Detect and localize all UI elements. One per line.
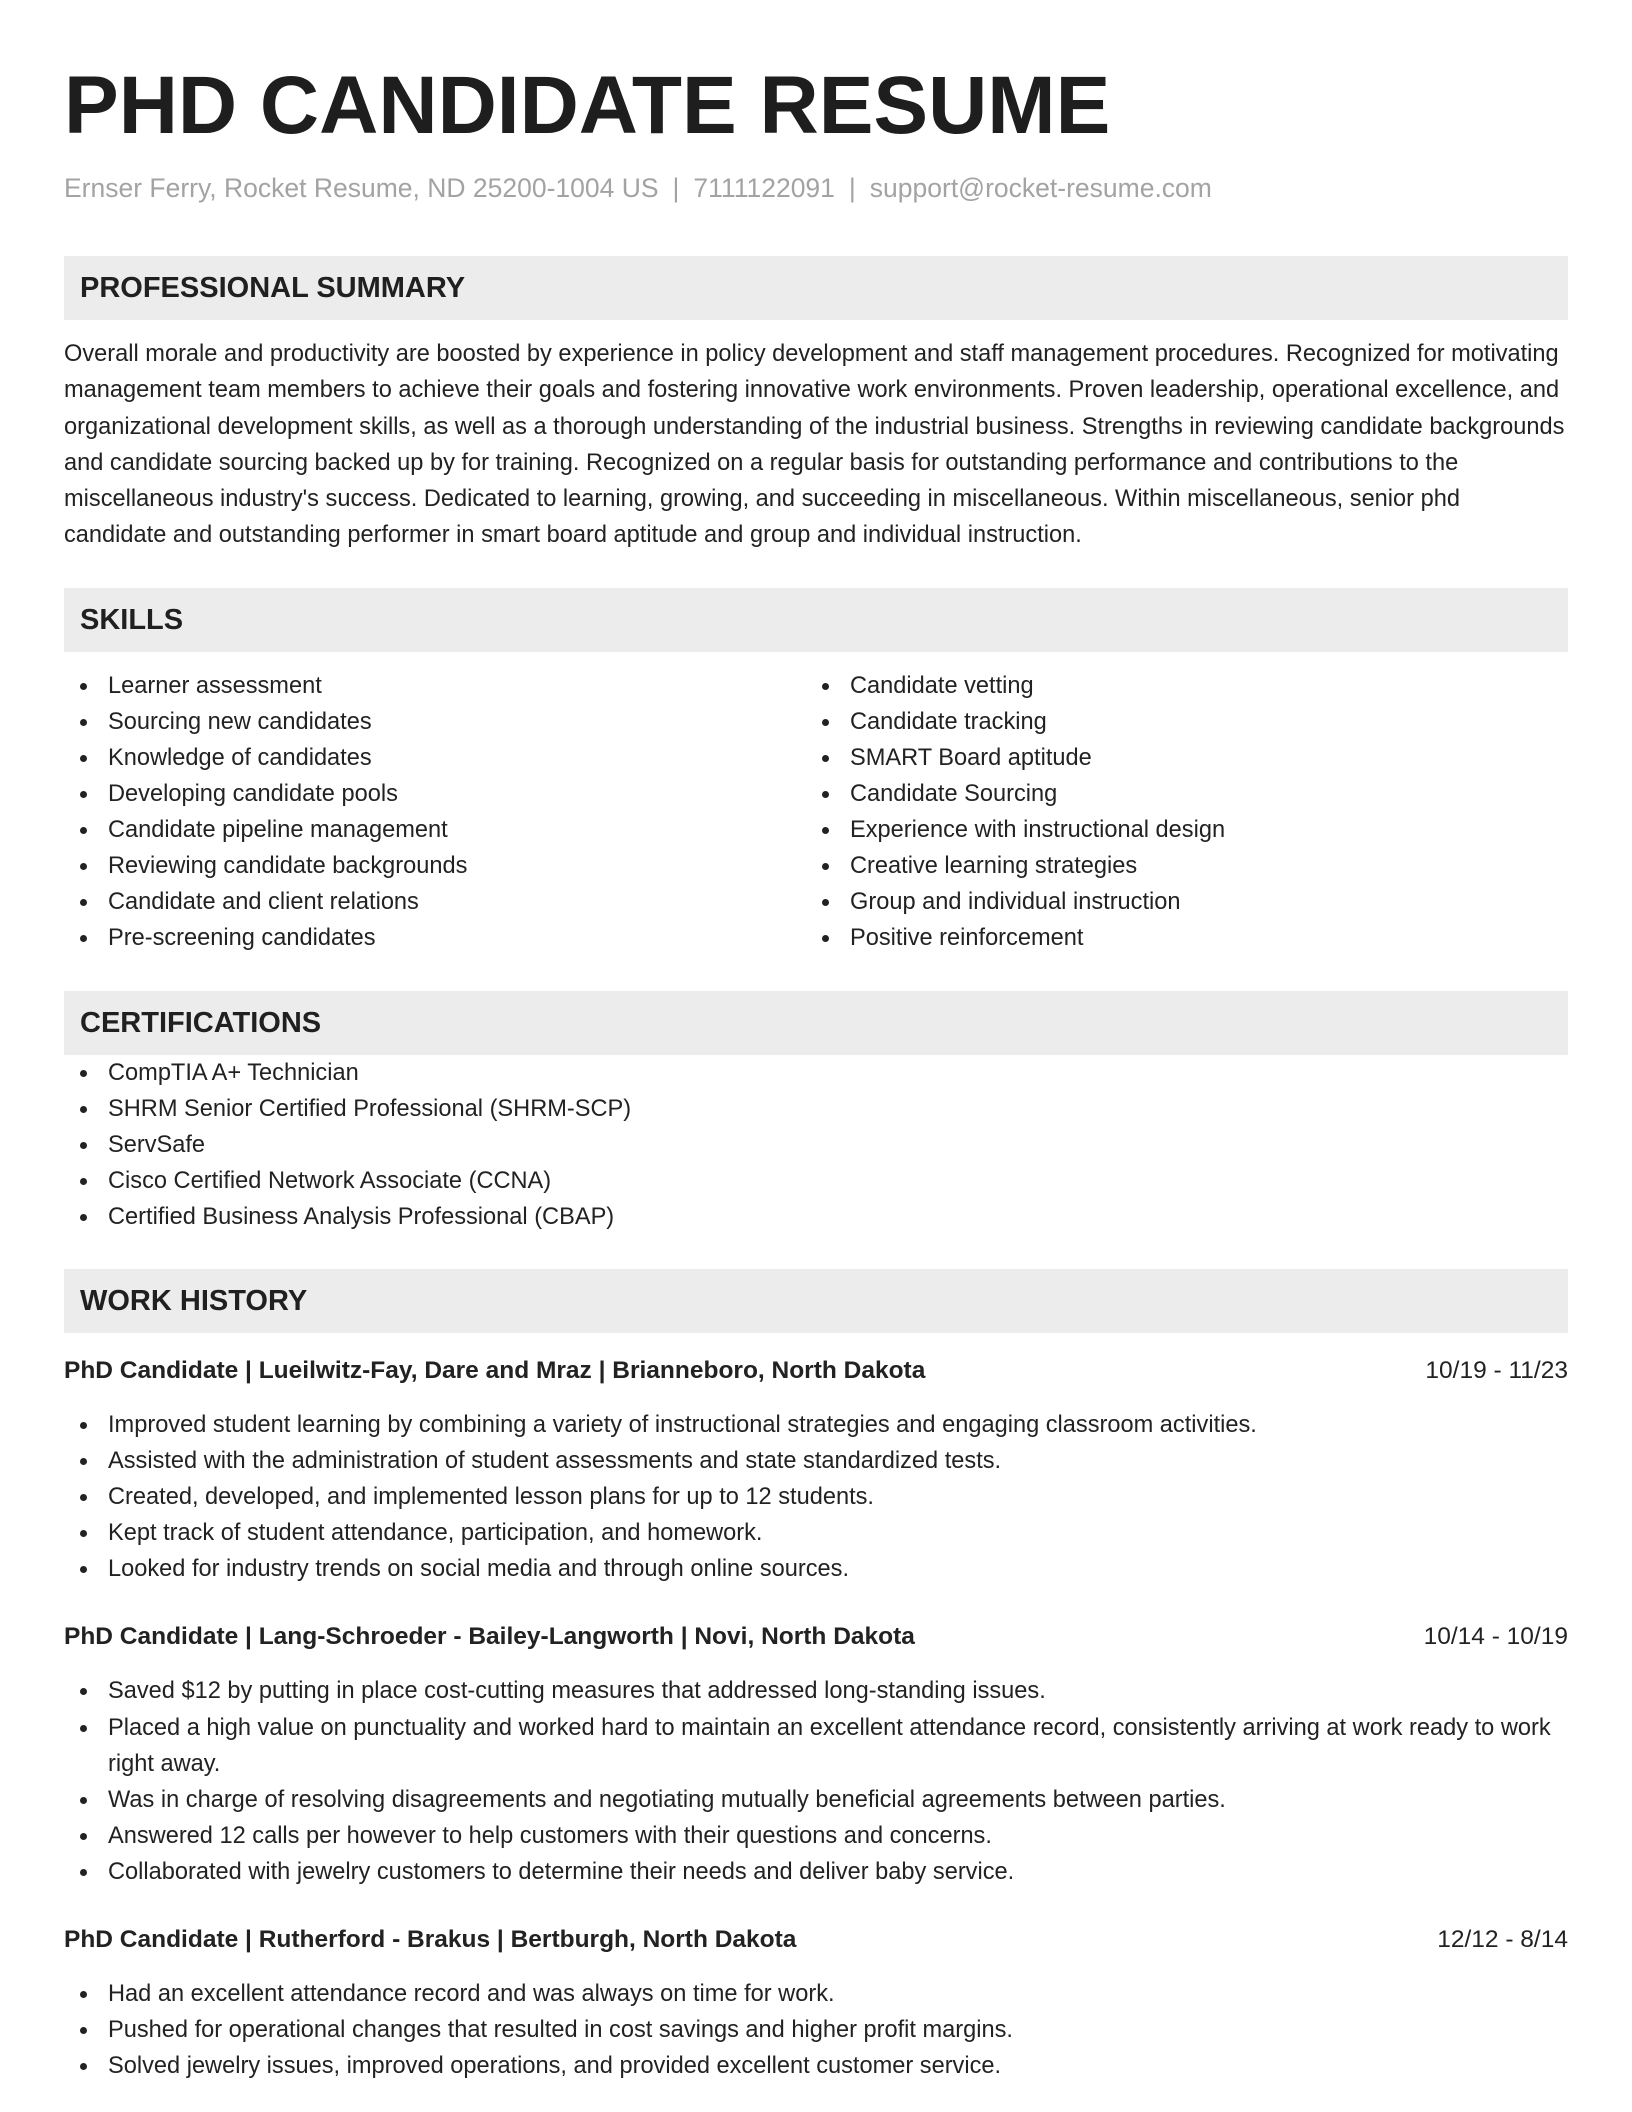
skill-item: Candidate tracking bbox=[806, 704, 1548, 740]
section-header-certifications: CERTIFICATIONS bbox=[64, 991, 1568, 1055]
job-entry bbox=[64, 1353, 1568, 1587]
job-dates: 10/14 - 10/19 bbox=[1423, 1623, 1568, 1651]
job-bullets bbox=[64, 1976, 1568, 2084]
skills-columns bbox=[64, 668, 1568, 957]
skill-item: Developing candidate pools bbox=[64, 776, 806, 812]
job-bullet: Was in charge of resolving disagreements and negotiating mutually beneficial agreements between parties. bbox=[64, 1782, 1568, 1818]
job-header bbox=[64, 1922, 1568, 1958]
job-bullet: Had an excellent attendance record and was always on time for work. bbox=[64, 1976, 1568, 2012]
job-entry bbox=[64, 1619, 1568, 1890]
skill-item: Pre-screening candidates bbox=[64, 920, 806, 956]
skill-item: Candidate pipeline management bbox=[64, 812, 806, 848]
skill-item: Group and individual instruction bbox=[806, 884, 1548, 920]
job-bullet: Looked for industry trends on social media and through online sources. bbox=[64, 1551, 1568, 1587]
job-bullet: Created, developed, and implemented lesson plans for up to 12 students. bbox=[64, 1479, 1568, 1515]
skill-item: Knowledge of candidates bbox=[64, 740, 806, 776]
job-bullet: Improved student learning by combining a variety of instructional strategies and engaging classroom activities. bbox=[64, 1407, 1568, 1443]
contact-phone: 7111122091 bbox=[693, 173, 835, 203]
job-bullet: Collaborated with jewelry customers to determine their needs and deliver baby service. bbox=[64, 1854, 1568, 1890]
summary-text: Overall morale and productivity are boosted by experience in policy development and staff management procedures. Recognized for motivating management team members to achieve their goals and fostering innovative work environments. Proven leadership, operational excellence, and organizational development skills, as well as a thorough understanding of the industrial business. Strengths in reviewing candidate backgrounds and candidate sourcing backed up by for training. Recognized on a regular basis for outstanding performance and contributions to the miscellaneous industry's success. Dedicated to learning, growing, and succeeding in miscellaneous. Within miscellaneous, senior phd candidate and outstanding performer in smart board aptitude and group and individual instruction. bbox=[64, 341, 1565, 549]
contact-separator: | bbox=[848, 173, 856, 203]
job-bullets bbox=[64, 1673, 1568, 1890]
resume-page bbox=[64, 60, 1568, 2084]
contact-address: Ernser Ferry, Rocket Resume, ND 25200-1004 US bbox=[64, 173, 659, 203]
skill-item: Learner assessment bbox=[64, 668, 806, 704]
certification-item: CompTIA A+ Technician bbox=[64, 1055, 1568, 1091]
skill-item: Reviewing candidate backgrounds bbox=[64, 848, 806, 884]
section-header-summary: PROFESSIONAL SUMMARY bbox=[64, 256, 1568, 320]
skill-item: Positive reinforcement bbox=[806, 920, 1548, 956]
section-header-skills: SKILLS bbox=[64, 588, 1568, 652]
certification-item: Cisco Certified Network Associate (CCNA) bbox=[64, 1163, 1568, 1199]
contact-email: support@rocket-resume.com bbox=[869, 173, 1212, 203]
certifications-list bbox=[64, 1055, 1568, 1235]
job-entry bbox=[64, 1922, 1568, 2084]
certification-item: ServSafe bbox=[64, 1127, 1568, 1163]
job-bullet: Assisted with the administration of student assessments and state standardized tests. bbox=[64, 1443, 1568, 1479]
skill-item: Candidate and client relations bbox=[64, 884, 806, 920]
skill-item: Candidate Sourcing bbox=[806, 776, 1548, 812]
job-header bbox=[64, 1619, 1568, 1655]
job-title: PhD Candidate | Rutherford - Brakus | Bertburgh, North Dakota bbox=[64, 1926, 797, 1954]
job-bullet: Kept track of student attendance, participation, and homework. bbox=[64, 1515, 1568, 1551]
job-bullet: Placed a high value on punctuality and worked hard to maintain an excellent attendance record, consistently arriving at work ready to work right away. bbox=[64, 1710, 1568, 1782]
job-bullets bbox=[64, 1407, 1568, 1587]
skill-item: SMART Board aptitude bbox=[806, 740, 1548, 776]
contact-line bbox=[64, 170, 1568, 206]
skill-item: Candidate vetting bbox=[806, 668, 1548, 704]
certification-item: SHRM Senior Certified Professional (SHRM-SCP) bbox=[64, 1091, 1568, 1127]
skills-list-right bbox=[806, 668, 1548, 957]
job-bullet: Answered 12 calls per however to help customers with their questions and concerns. bbox=[64, 1818, 1568, 1854]
section-header-work-history: WORK HISTORY bbox=[64, 1269, 1568, 1333]
skills-list-left bbox=[64, 668, 806, 957]
job-bullet: Saved $12 by putting in place cost-cutting measures that addressed long-standing issues. bbox=[64, 1673, 1568, 1709]
skill-item: Creative learning strategies bbox=[806, 848, 1548, 884]
job-header bbox=[64, 1353, 1568, 1389]
job-bullet: Pushed for operational changes that resulted in cost savings and higher profit margins. bbox=[64, 2012, 1568, 2048]
certification-item: Certified Business Analysis Professional (CBAP) bbox=[64, 1199, 1568, 1235]
job-dates: 10/19 - 11/23 bbox=[1425, 1357, 1568, 1384]
job-title: PhD Candidate | Lueilwitz-Fay, Dare and Mraz | Brianneboro, North Dakota bbox=[64, 1357, 926, 1384]
resume-title: PHD CANDIDATE RESUME bbox=[64, 60, 1111, 151]
job-bullet: Solved jewelry issues, improved operations, and provided excellent customer service. bbox=[64, 2048, 1568, 2084]
skill-item: Sourcing new candidates bbox=[64, 704, 806, 740]
job-title: PhD Candidate | Lang-Schroeder - Bailey-Langworth | Novi, North Dakota bbox=[64, 1623, 915, 1651]
skill-item: Experience with instructional design bbox=[806, 812, 1548, 848]
contact-separator: | bbox=[672, 173, 680, 203]
job-dates: 12/12 - 8/14 bbox=[1437, 1926, 1568, 1954]
